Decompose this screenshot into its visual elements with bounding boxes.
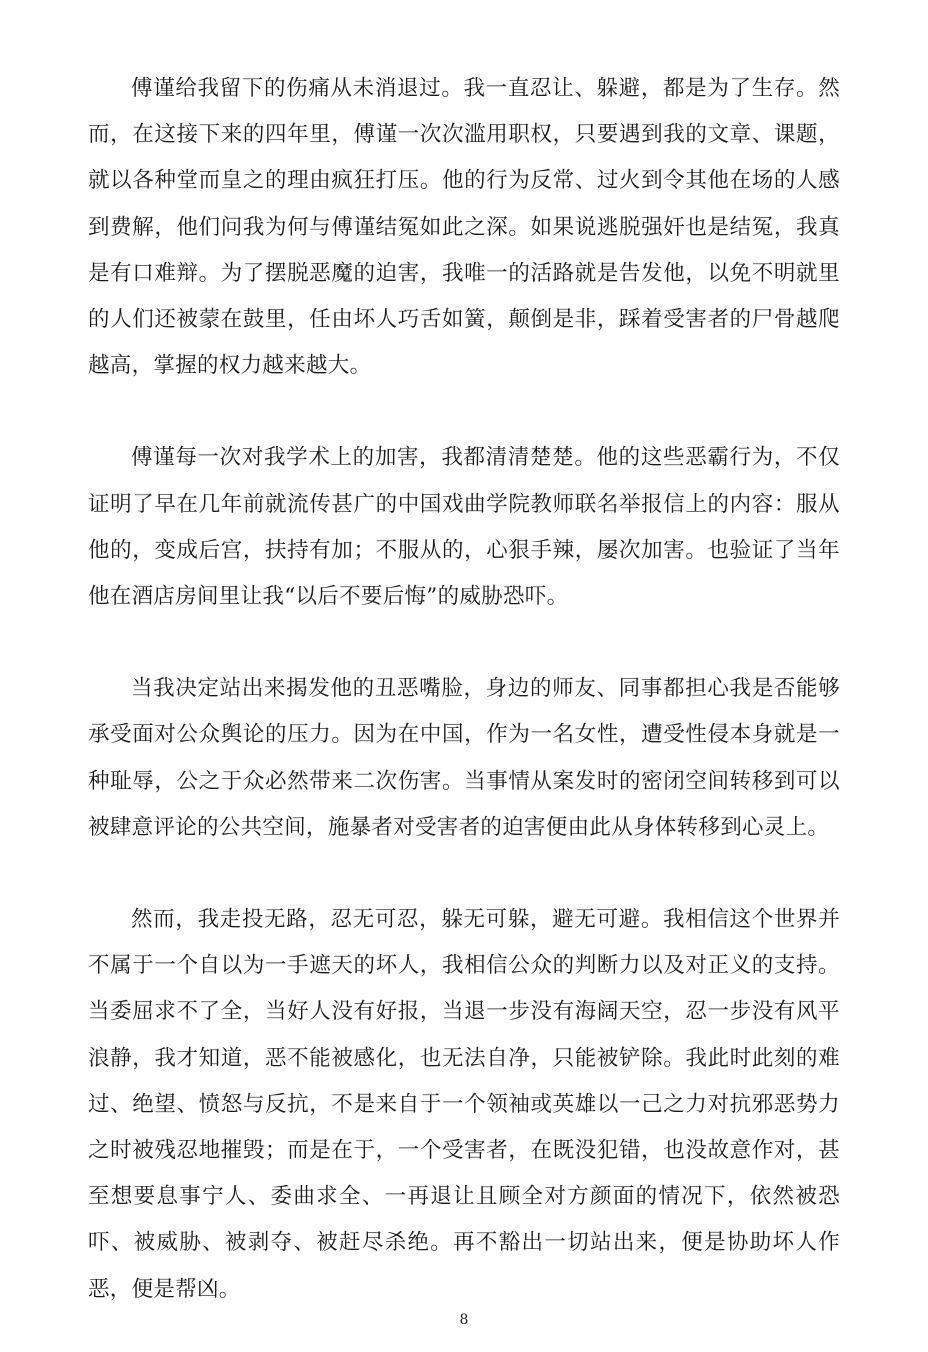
paragraph-3: 当我决定站出来揭发他的丑恶嘴脸，身边的师友、同事都担心我是否能够承受面对公众舆论的压力。因为在中国，作为一名女性，遭受性侵本身就是一种耻辱，公之于众必然带来二次伤害。当事情从案发时的密闭空间转移到可以被肆意评论的公共空间，施暴者对受害者的迫害便由此从身体转移到心灵上。 (88, 676, 840, 840)
paragraph-1: 傅谨给我留下的伤痛从未消退过。我一直忍让、躲避，都是为了生存。然而，在这接下来的四年里，傅谨一次次滥用职权，只要遇到我的文章、课题，就以各种堂而皇之的理由疯狂打压。他的行为反常、过火到令其他在场的人感到费解，他们问我为何与傅谨结冤如此之深。如果说逃脱强奸也是结冤，我真是有口难辩。为了摆脱恶魔的迫害，我唯一的活路就是告发他，以免不明就里的人们还被蒙在鼓里，任由坏人巧舌如簧，颠倒是非，踩着受害者的尸骨越爬越高，掌握的权力越来越大。 (88, 76, 840, 379)
page-number: 8 (459, 1312, 469, 1328)
paragraph-4: 然而，我走投无路，忍无可忍，躲无可躲，避无可避。我相信这个世界并不属于一个自以为一手遮天的坏人，我相信公众的判断力以及对正义的支持。当委屈求不了全，当好人没有好报，当退一步没有海阔天空，忍一步没有风平浪静，我才知道，恶不能被感化，也无法自净，只能被铲除。我此时此刻的难过、绝望、愤怒与反抗，不是来自于一个领袖或英雄以一己之力对抗邪恶势力之时被残忍地摧毁；而是在于，一个受害者，在既没犯错，也没故意作对，甚至想要息事宁人、委曲求全、一再退让且顾全对方颜面的情况下，依然被恐吓、被威胁、被剥夺、被赶尽杀绝。再不豁出一切站出来，便是协助坏人作恶，便是帮凶。 (88, 907, 840, 1302)
paragraph-2: 傅谨每一次对我学术上的加害，我都清清楚楚。他的这些恶霸行为，不仅证明了早在几年前就流传甚广的中国戏曲学院教师联名举报信上的内容：服从他的，变成后宫，扶持有加；不服从的，心狠手辣，屡次加害。也验证了当年他在酒店房间里让我“以后不要后悔”的威胁恐吓。 (88, 445, 840, 610)
document-body (88, 66, 840, 1313)
